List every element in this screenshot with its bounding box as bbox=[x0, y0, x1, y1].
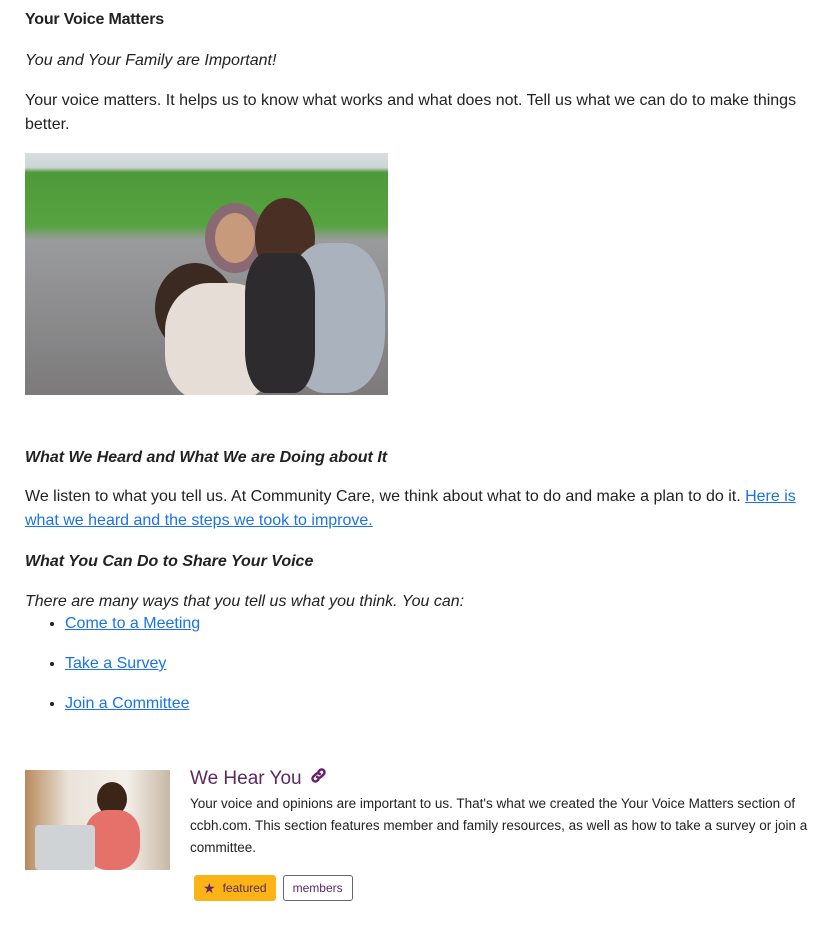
share-options-list bbox=[25, 612, 200, 732]
what-we-heard-link[interactable]: Here is what we heard and the steps we took to improve. bbox=[25, 488, 796, 529]
tag-label: members bbox=[292, 881, 343, 895]
share-lead: There are many ways that you tell us what you think. You can: bbox=[25, 593, 465, 610]
link-icon[interactable] bbox=[310, 767, 327, 790]
tag-label: featured bbox=[222, 881, 267, 895]
section-heading-share: What You Can Do to Share Your Voice bbox=[25, 553, 314, 570]
card-thumbnail[interactable] bbox=[25, 770, 170, 870]
tag-featured[interactable] bbox=[194, 875, 276, 901]
section-heading-heard: What We Heard and What We are Doing about It bbox=[25, 449, 388, 466]
list-item bbox=[65, 612, 200, 636]
list-item bbox=[65, 692, 200, 716]
committee-link[interactable]: Join a Committee bbox=[65, 695, 190, 712]
card-tags bbox=[194, 875, 353, 901]
heard-text: We listen to what you tell us. At Community Care, we think about what to do and make a plan to do it. bbox=[25, 488, 746, 505]
page-title: Your Voice Matters bbox=[25, 11, 164, 28]
section-text-heard bbox=[25, 485, 820, 533]
card-title-text[interactable]: We Hear You bbox=[190, 767, 302, 789]
survey-link[interactable]: Take a Survey bbox=[65, 655, 167, 672]
subtitle: You and Your Family are Important! bbox=[25, 52, 277, 69]
list-item bbox=[65, 652, 200, 676]
intro-text: Your voice matters. It helps us to know what works and what does not. Tell us what we can do to make things better. bbox=[25, 92, 797, 133]
card-description: Your voice and opinions are important to us. That's what we created the Your Voice Matters section of ccbh.com. This section features member and family resources, as well as how to take a survey or join a committee. bbox=[190, 796, 808, 855]
family-photo bbox=[25, 153, 388, 395]
meeting-link[interactable]: Come to a Meeting bbox=[65, 615, 201, 632]
card-title[interactable] bbox=[190, 767, 327, 790]
tag-members[interactable] bbox=[283, 875, 353, 901]
star-icon: ★ bbox=[203, 879, 216, 896]
